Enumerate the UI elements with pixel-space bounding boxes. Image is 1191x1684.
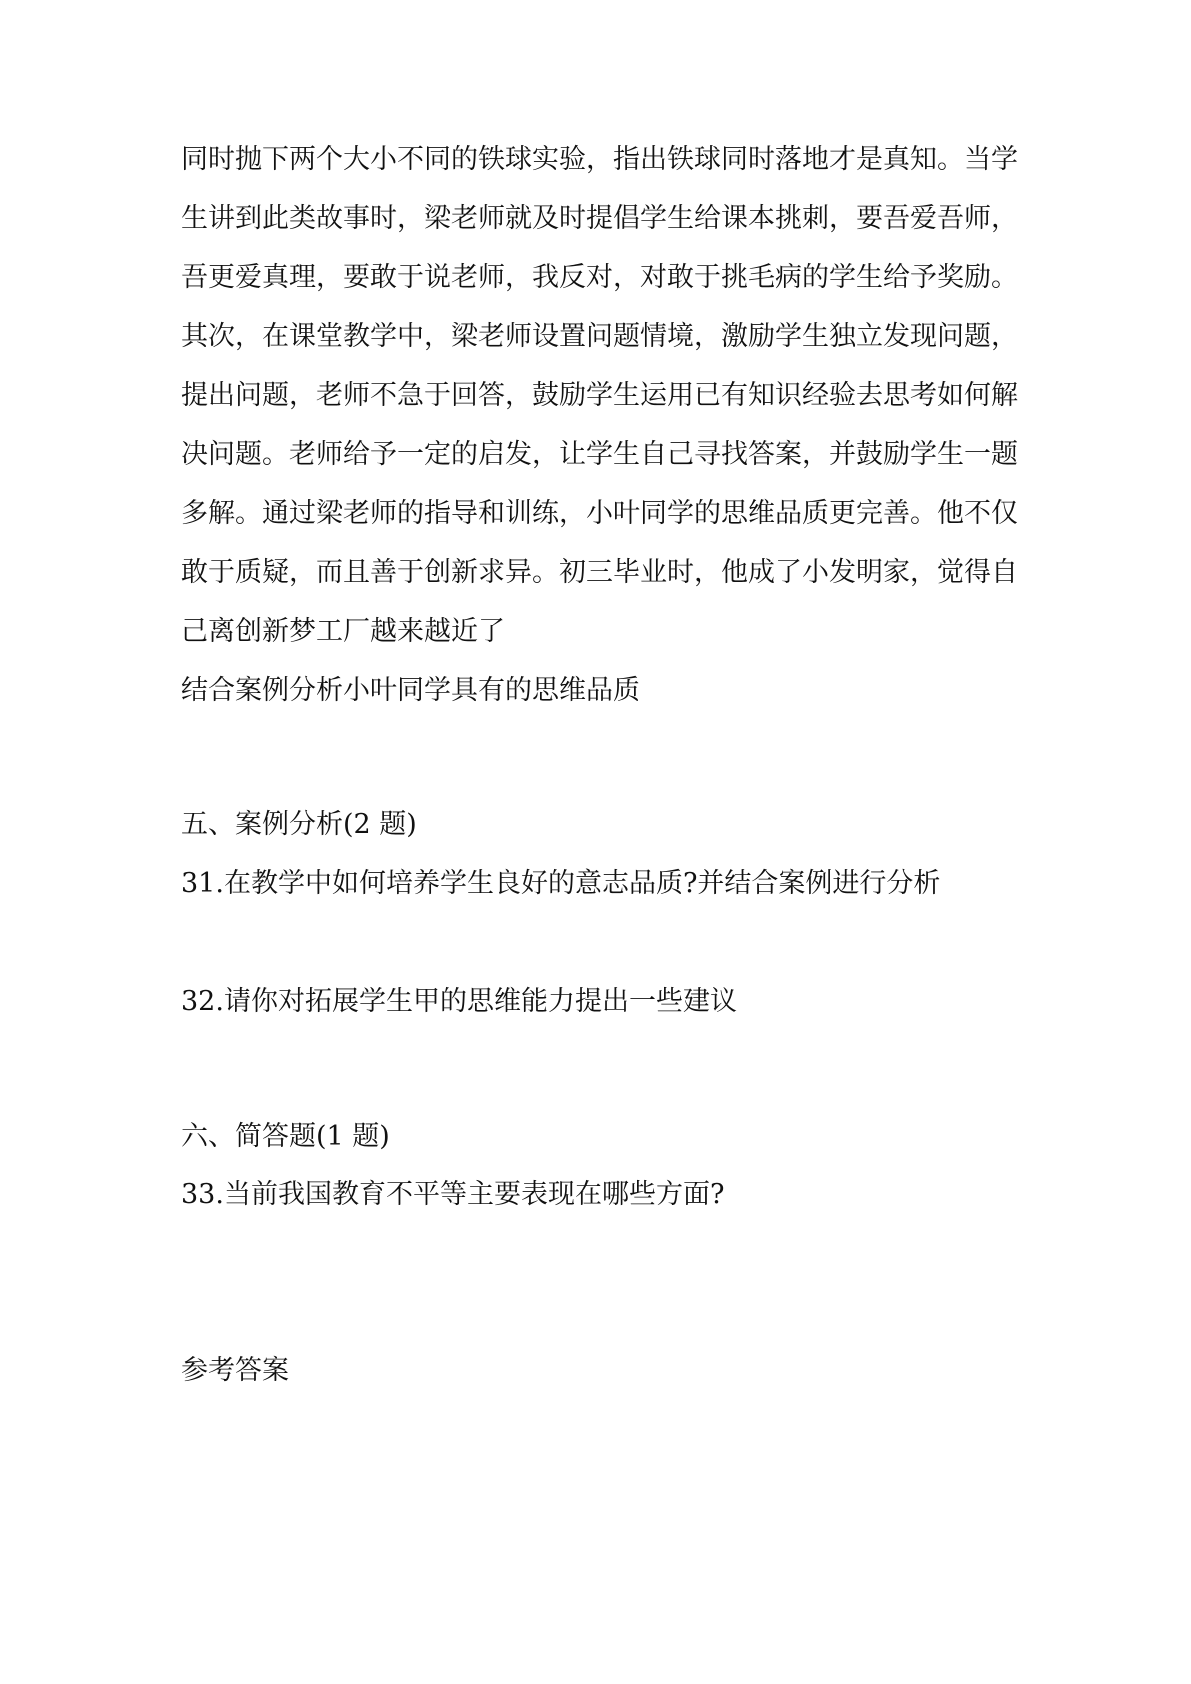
paragraph-line-8: 敢于质疑，而且善于创新求异。初三毕业时，他成了小发明家，觉得自	[181, 557, 1018, 588]
section5-heading: 五、案例分析(2 题)	[181, 809, 417, 840]
paragraph-line-2: 生讲到此类故事时，梁老师就及时提倡学生给课本挑刺，要吾爱吾师，	[181, 203, 1018, 234]
paragraph-line-6: 决问题。老师给予一定的启发，让学生自己寻找答案，并鼓励学生一题	[181, 439, 1018, 470]
question-prompt: 结合案例分析小叶同学具有的思维品质	[181, 675, 640, 706]
paragraph-line-1: 同时抛下两个大小不同的铁球实验，指出铁球同时落地才是真知。当学	[181, 144, 1018, 175]
question-33: 33.当前我国教育不平等主要表现在哪些方面?	[181, 1179, 725, 1210]
paragraph-line-9: 己离创新梦工厂越来越近了	[181, 616, 505, 647]
paragraph-line-7: 多解。通过梁老师的指导和训练，小叶同学的思维品质更完善。他不仅	[181, 498, 1018, 529]
answers-heading: 参考答案	[181, 1355, 289, 1386]
section6-heading: 六、简答题(1 题)	[181, 1121, 390, 1152]
paragraph-line-5: 提出问题，老师不急于回答，鼓励学生运用已有知识经验去思考如何解	[181, 380, 1018, 411]
paragraph-line-3: 吾更爱真理，要敢于说老师，我反对，对敢于挑毛病的学生给予奖励。	[181, 262, 1018, 293]
paragraph-line-4: 其次，在课堂教学中，梁老师设置问题情境，激励学生独立发现问题，	[181, 321, 1018, 352]
question-32: 32.请你对拓展学生甲的思维能力提出一些建议	[181, 986, 737, 1017]
question-31: 31.在教学中如何培养学生良好的意志品质?并结合案例进行分析	[181, 868, 941, 899]
